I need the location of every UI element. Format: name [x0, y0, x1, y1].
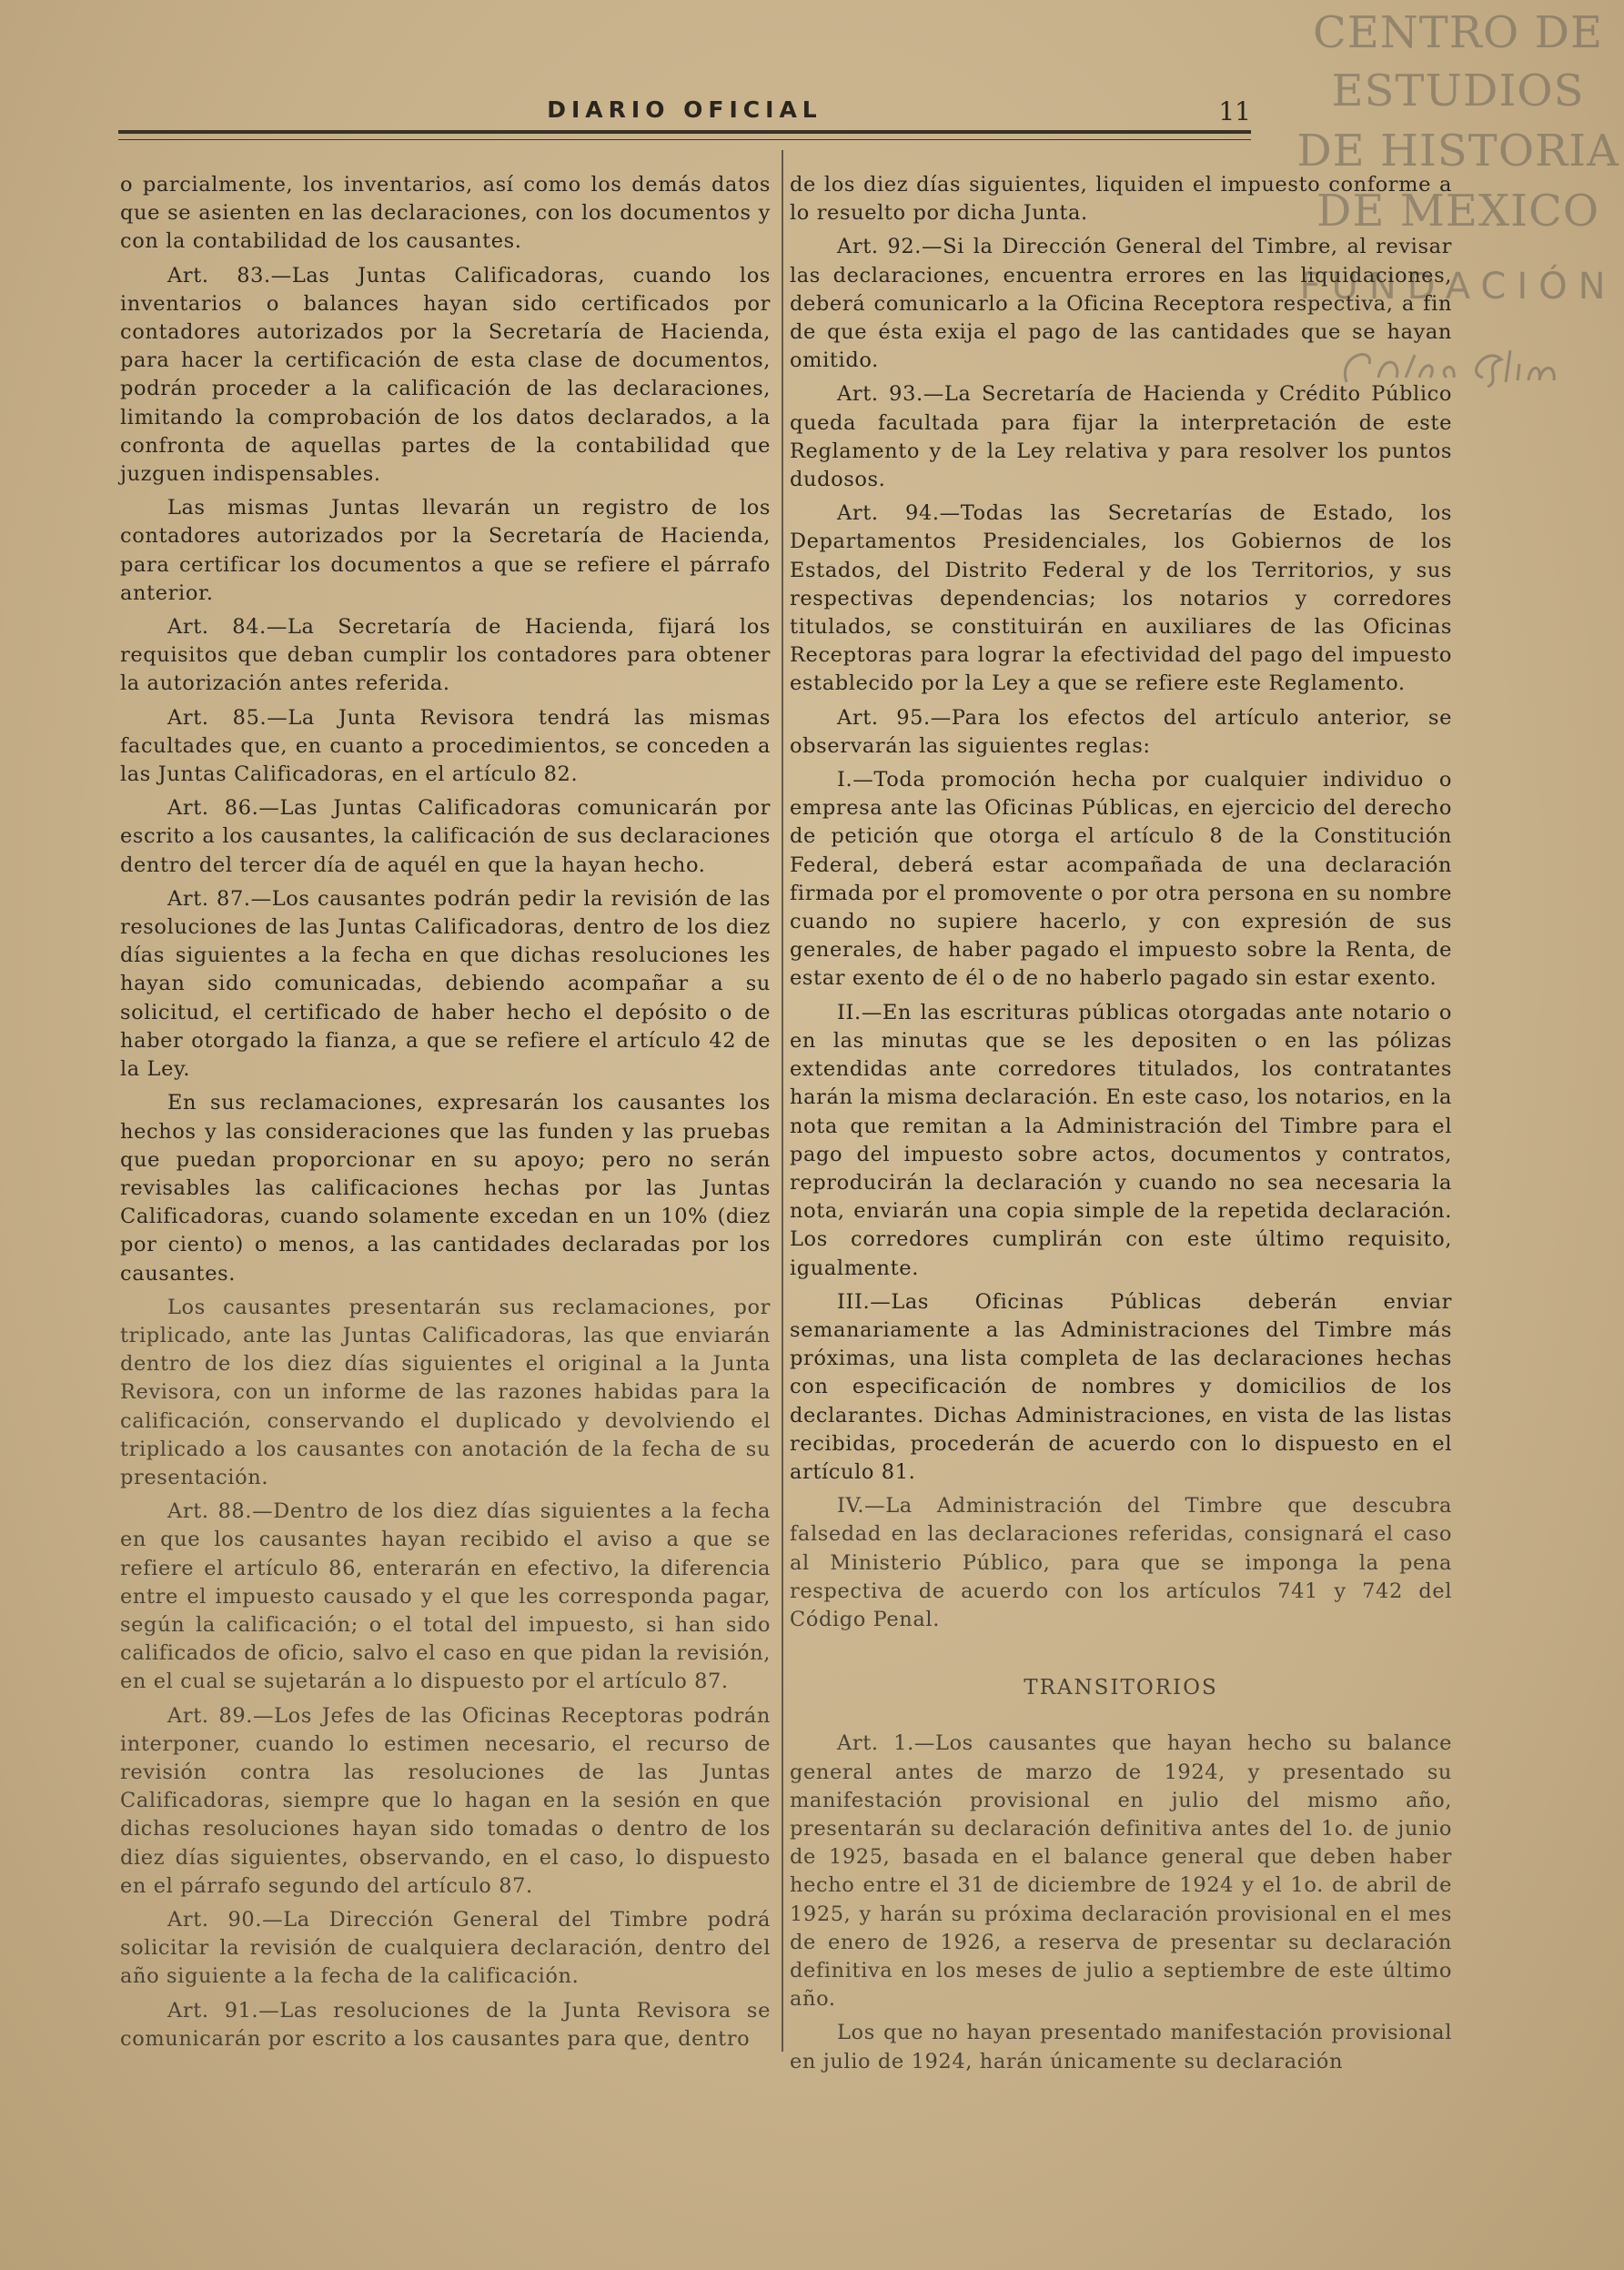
rule-3: III.—Las Oficinas Públicas deberán enviar semanariamente a las Administraciones del Timbre más próximas, una lista completa de las declaraciones hechas con especificación de nombres y domicilios de los declarantes. Dichas Administraciones, en vista de las listas recibidas, procederán de acuerdo con lo dispuesto en el artículo 81.	[790, 1289, 1452, 1484]
column-divider	[782, 150, 783, 2052]
article-90: Art. 90.—La Dirección General del Timbre podrá solicitar la revisión de cualquiera declaración, dentro del año siguiente a la fecha de la calificación.	[120, 1907, 771, 1989]
article-93: Art. 93.—La Secretaría de Hacienda y Crédito Público queda facultada para fijar la interpretación de este Reglamento y de la Ley relativa y para resolver los puntos dudosos.	[790, 382, 1452, 492]
article-85: Art. 85.—La Junta Revisora tendrá las mismas facultades que, en cuanto a procedimientos, se conceden a las Juntas Calificadoras, en el artículo 82.	[120, 705, 771, 787]
running-header	[118, 91, 1251, 135]
transitory-article-1: Art. 1.—Los causantes que hayan hecho su balance general antes de marzo de 1924, y presentado su manifestación provisional en julio del mismo año, presentarán su declaración definitiva antes del 1o. de junio de 1925, basada en el balance general que deben haber hecho entre el 31 de diciembre de 1924 y el 1o. de abril de 1925, y harán su próxima declaración provisional en el mes de enero de 1926, a reserva de presentar su declaración definitiva en los meses de julio a septiembre de este último año.	[790, 1731, 1452, 2012]
section-title-transitorios: TRANSITORIOS	[1024, 1676, 1218, 1700]
article-88: Art. 88.—Dentro de los diez días siguientes a la fecha en que los causantes hayan recibido el aviso a que se refiere el artículo 86, enterarán en efectivo, la diferencia entre el impuesto causado y el que les corresponda pagar, según la calificación; o el total del impuesto, si han sido calificados de oficio, salvo el caso en que pidan la revisión, en el cual se sujetarán a lo dispuesto por el artículo 87.	[120, 1499, 771, 1694]
rule-2: II.—En las escrituras públicas otorgadas ante notario o en las minutas que se les depositen o en las pólizas extendidas ante corredores titulados, los contratantes harán la misma declaración. En este caso, los notarios, en la nota que remitan a la Administración del Timbre para el pago del impuesto sobre actos, documentos y contratos, reproducirán la declaración y cuando no sea necesaria la nota, enviarán una copia simple de la repetida declaración. Los corredores cumplirán con este último requisito, igualmente.	[790, 1000, 1453, 1280]
article-94: Art. 94.—Todas las Secretarías de Estado, los Departamentos Presidenciales, los Gobiernos de los Estados, del Distrito Federal y de los Territorios, y sus respectivas dependencias; los notarios y corredores titulados, se constituirán en auxiliares de las Oficinas Receptoras para lograr la efectividad del pago del impuesto establecido por la Ley a que se refiere este Reglamento.	[790, 501, 1452, 696]
watermark-line: DE HISTORIA	[1296, 126, 1619, 177]
paragraph: o parcialmente, los inventarios, así como los demás datos que se asienten en las declaraciones, con los documentos y con la contabilidad de los causantes.	[120, 173, 771, 254]
watermark-line: DE MEXICO	[1316, 186, 1600, 237]
left-column	[120, 171, 771, 2059]
article-86: Art. 86.—Las Juntas Calificadoras comunicarán por escrito a los causantes, la calificación de sus declaraciones dentro del tercer día de aquél en que la hayan hecho.	[120, 796, 771, 877]
article-91: Art. 91.—Las resoluciones de la Junta Revisora se comunicarán por escrito a los causantes para que, dentro	[120, 1998, 771, 2051]
right-column	[790, 171, 1452, 2082]
article-92: Art. 92.—Si la Dirección General del Timbre, al revisar las declaraciones, encuentra errores en las liquidaciones, deberá comunicarlo a la Oficina Receptora respectiva, a fin de que ésta exija el pago de las cantidades que se hayan omitido.	[790, 235, 1452, 373]
header-rule-thin	[118, 139, 1251, 140]
paragraph: Los causantes presentarán sus reclamaciones, por triplicado, ante las Juntas Calificadoras, las que enviarán dentro de los diez días siguientes el original a la Junta Revisora, con un informe de las razones habidas para la calificación, conservando el duplicado y devolviendo el triplicado a los causantes con anotación de la fecha de su presentación.	[120, 1295, 771, 1489]
paragraph: Los que no hayan presentado manifestación provisional en julio de 1924, harán únicamente su declaración	[790, 2021, 1452, 2073]
header-rule	[118, 130, 1251, 134]
newspaper-title: DIARIO OFICIAL	[547, 96, 822, 123]
paragraph: Las mismas Juntas llevarán un registro de los contadores autorizados por la Secretaría de Hacienda, para certificar los documentos a que se refiere el párrafo anterior.	[120, 496, 771, 605]
rule-4: IV.—La Administración del Timbre que descubra falsedad en las declaraciones referidas, consignará el caso al Ministerio Público, para que se imponga la pena respectiva de acuerdo con los artículos 741 y 742 del Código Penal.	[790, 1494, 1452, 1631]
article-83: Art. 83.—Las Juntas Calificadoras, cuando los inventarios o balances hayan sido certificados por contadores autorizados por la Secretaría de Hacienda, para hacer la certificación de esta clase de documentos, podrán proceder a la calificación de las declaraciones, limitando la comprobación de los datos declarados, a la confronta de aquellas partes de la contabilidad que juzguen indispensables.	[120, 263, 771, 487]
paragraph: de los diez días siguientes, liquiden el impuesto conforme a lo resuelto por dicha Junta.	[790, 173, 1452, 226]
watermark-foundation: FUNDACIÓN	[1299, 266, 1617, 308]
watermark-line: CENTRO DE	[1312, 7, 1604, 58]
article-84: Art. 84.—La Secretaría de Hacienda, fijará los requisitos que deban cumplir los contadores para obtener la autorización antes referida.	[120, 615, 771, 696]
article-89: Art. 89.—Los Jefes de las Oficinas Receptoras podrán interponer, cuando lo estimen necesario, el recurso de revisión contra las resoluciones de las Juntas Calificadoras, siempre que lo hagan en la sesión en que dichas resoluciones hayan sido tomadas o dentro de los diez días siguientes, observando, en el caso, lo dispuesto en el párrafo segundo del artículo 87.	[120, 1703, 771, 1898]
watermark-line: ESTUDIOS	[1331, 66, 1585, 116]
rule-1: I.—Toda promoción hecha por cualquier individuo o empresa ante las Oficinas Públicas, en ejercicio del derecho de petición que otorga el artículo 8 de la Constitución Federal, deberá estar acompañada de una declaración firmada por el promovente o por otra persona en su nombre cuando no supiere hacerlo, y con expresión de sus generales, de haber pagado el impuesto sobre la Renta, de estar exento de él o de no haberlo pagado sin estar exento.	[790, 768, 1452, 991]
page-number: 11	[1218, 96, 1251, 126]
article-95: Art. 95.—Para los efectos del artículo anterior, se observarán las siguientes reglas:	[790, 705, 1452, 758]
paragraph: En sus reclamaciones, expresarán los causantes los hechos y las consideraciones que las funden y las pruebas que puedan proporcionar en su apoyo; pero no serán revisables las calificaciones hechas por las Juntas Calificadoras, cuando solamente excedan en un 10% (diez por ciento) o menos, a las cantidades declaradas por los causantes.	[120, 1091, 771, 1286]
article-87: Art. 87.—Los causantes podrán pedir la revisión de las resoluciones de las Juntas Calificadoras, dentro de los diez días siguientes a la fecha en que dichas resoluciones les hayan sido comunicadas, debiendo acompañar a su solicitud, el certificado de haber hecho el depósito o de haber otorgado la fianza, a que se refiere el artículo 42 de la Ley.	[120, 886, 771, 1082]
